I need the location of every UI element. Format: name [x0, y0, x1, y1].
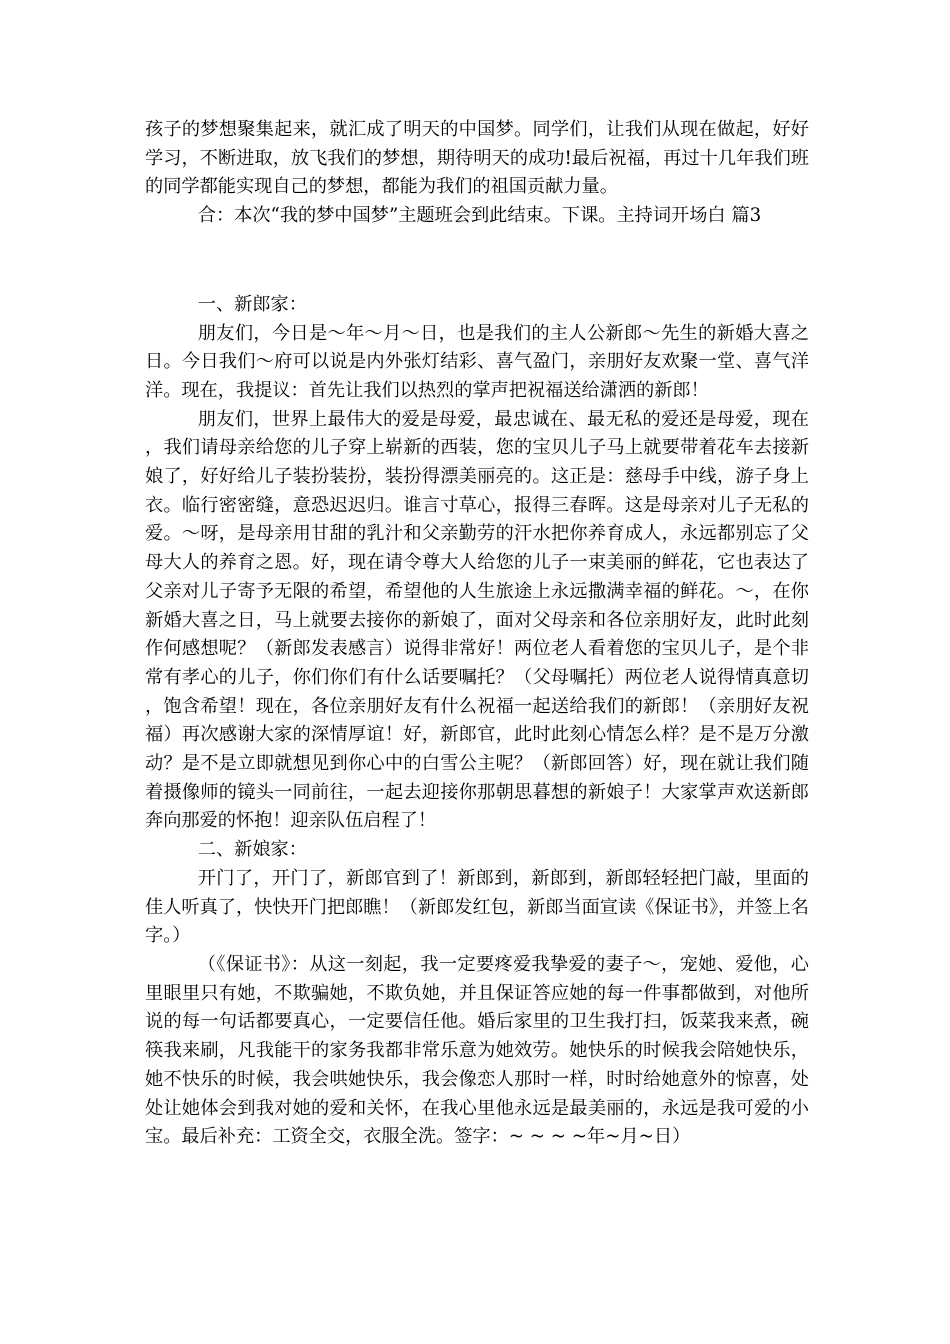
- section-spacer: [145, 231, 809, 291]
- paragraph-door-opening: 开门了，开门了，新郎官到了！新郎到，新郎到，新郎轻轻把门敲，里面的佳人听真了，快快开门把郎瞧！（新郎发红包，新郎当面宣读《保证书》，并签上名字。）: [145, 867, 809, 947]
- heading-groom-home: 一、新郎家：: [197, 293, 307, 315]
- paragraph-guarantee-letter: （《保证书》：从这一刻起，我一定要疼爱我挚爱的妻子～，宠她、爱他，心里眼里只有她，不欺骗她，不欺负她，并且保证答应她的每一件事都做到，对他所说的每一句话都要真心，一定要信任他。婚后家里的卫生我打扫，饭菜我来煮，碗筷我来刷，凡我能干的家务我都非常乐意为她效劳。她快乐的时候我会陪她快乐，她不快乐的时候，我会哄她快乐，我会像恋人那时一样，时时给她意外的惊喜，处处让她体会到我对她的爱和关怀，在我心里他永远是最美丽的，永远是我可爱的小宝。最后补充：工资全交，衣服全洗。签字：~ ~ ~ ~年~月~日）: [145, 953, 809, 1148]
- heading-bride-home: 二、新娘家：: [197, 839, 307, 861]
- document-page: [145, 0, 809, 1344]
- paragraph-class-meeting-end: 合：本次“我的梦中国梦”主题班会到此结束。下课。主持词开场白 篇3: [197, 205, 762, 227]
- paragraph-groom-intro: 朋友们，今日是～年～月～日，也是我们的主人公新郎～先生的新婚大喜之日。今日我们～府可以说是内外张灯结彩、喜气盈门，亲朋好友欢聚一堂、喜气洋洋。现在，我提议：首先让我们以热烈的掌声把祝福送给潇洒的新郎！: [145, 322, 809, 401]
- paragraph-closing-summary: 孩子的梦想聚集起来，就汇成了明天的中国梦。同学们，让我们从现在做起，好好学习，不断进取，放飞我们的梦想，期待明天的成功!最后祝福，再过十几年我们班的同学都能实现自己的梦想，都能为我们的祖国贡献力量。: [145, 119, 809, 198]
- paragraph-mother-love: 朋友们，世界上最伟大的爱是母爱，最忠诚在、最无私的爱还是母爱，现在，我们请母亲给您的儿子穿上崭新的西装，您的宝贝儿子马上就要带着花车去接新娘了，好好给儿子装扮装扮，装扮得漂美丽亮的。这正是：慈母手中线，游子身上衣。临行密密缝，意恐迟迟归。谁言寸草心，报得三春晖。这是母亲对儿子无私的爱。～呀，是母亲用甘甜的乳汁和父亲勤劳的汗水把你养育成人，永远都别忘了父母大人的养育之恩。好，现在请令尊大人给您的儿子一束美丽的鲜花，它也表达了父亲对儿子寄予无限的希望，希望他的人生旅途上永远撒满幸福的鲜花。～，在你新婚大喜之日，马上就要去接你的新娘了，面对父母亲和各位亲朋好友，此时此刻作何感想呢？（新郎发表感言）说得非常好！两位老人看着您的宝贝儿子，是个非常有孝心的儿子，你们你们有什么话要嘱托？（父母嘱托）两位老人说得情真意切，饱含希望！现在，各位亲朋好友有什么祝福一起送给我们的新郎！（亲朋好友祝福）再次感谢大家的深情厚谊！好，新郎官，此时此刻心情怎么样？是不是万分激动？是不是立即就想见到你心中的白雪公主呢？（新郎回答）好，现在就让我们随着摄像师的镜头一同前往，一起去迎接你那朝思暮想的新娘子！大家掌声欢送新郎奔向那爱的怀抱！迎亲队伍启程了！: [145, 408, 809, 832]
